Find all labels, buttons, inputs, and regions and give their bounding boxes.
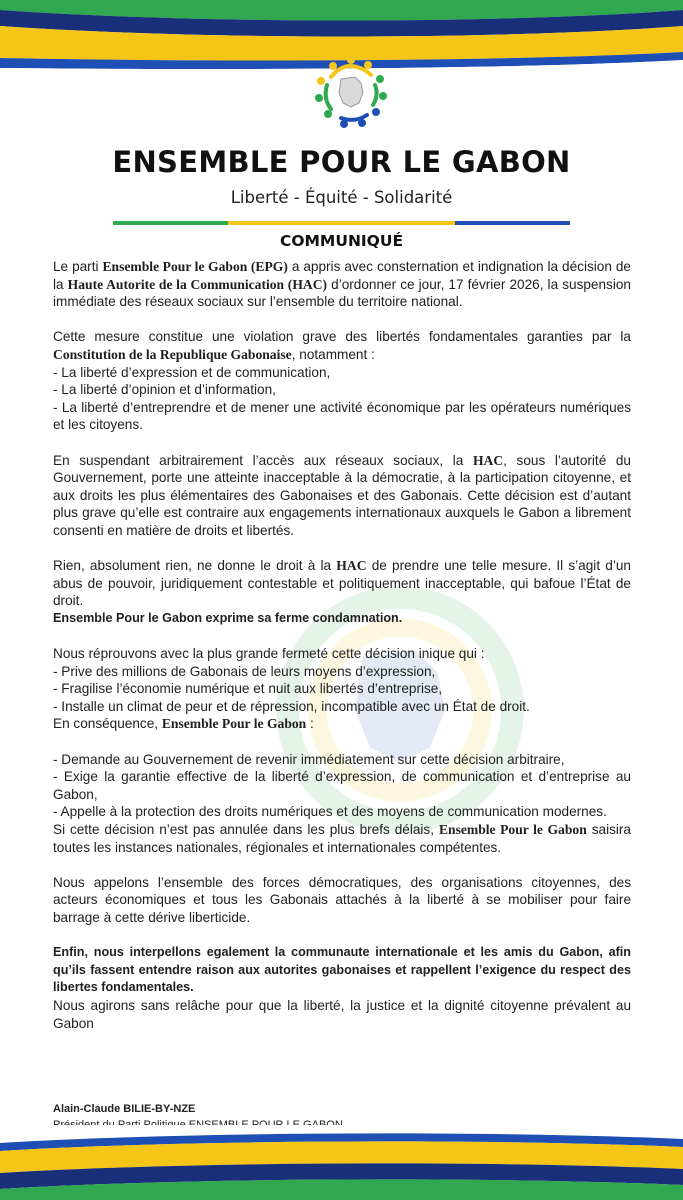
paragraph-4: Rien, absolument rien, ne donne le droit à la HAC de prendre une telle mesure. Il s’agit d’un abus de pouvoir, juridiquement contestable et politiquement inacceptable, qui bafoue l’État de droit. bbox=[53, 558, 631, 609]
spacer bbox=[53, 311, 631, 329]
consequence-line: En conséquence, Ensemble Pour le Gabon : bbox=[53, 716, 314, 732]
spacer bbox=[53, 733, 631, 751]
document-title: COMMUNIQUÉ bbox=[279, 232, 404, 250]
condemnation-statement: Ensemble Pour le Gabon exprime sa ferme condamnation. bbox=[53, 610, 403, 625]
communique-body bbox=[53, 258, 631, 1032]
spacer bbox=[53, 540, 631, 558]
paragraph-8-bold: Enfin, nous interpellons egalement la communaute internationale et les amis du Gabon, afin qu’ils fassent entendre raison aux autorites gabonaises et rappellent l’exigence du respect des libertes fondamentales. bbox=[53, 945, 631, 995]
paragraph-6: Si cette décision n’est pas annulée dans les plus brefs délais, Ensemble Pour le Gabon saisira toutes les instances nationales, régionales et internationales compétentes. bbox=[53, 822, 631, 855]
paragraph-5-intro: Nous réprouvons avec la plus grande fermeté cette décision inique qui : bbox=[53, 646, 485, 662]
paragraph-1: Le parti Ensemble Pour le Gabon (EPG) a appris avec consternation et indignation la décision de la Haute Autorite de la Communication (HAC) d’ordonner ce jour, 17 février 2026, la suspension immédiate des réseaux sociaux sur l’ensemble du territoire national. bbox=[53, 259, 631, 310]
organization-name: ENSEMBLE POUR LE GABON bbox=[112, 145, 571, 179]
divider-green bbox=[113, 221, 228, 225]
divider-yellow bbox=[228, 221, 455, 225]
paragraph-2: Cette mesure constitue une violation grave des libertés fondamentales garanties par la Constitution de la Republique Gabonaise, notamment : bbox=[53, 329, 631, 362]
list-item: - Fragilise l’économie numérique et nuit aux libertés d’entreprise, bbox=[53, 681, 443, 697]
list-item: - Exige la garantie effective de la liberté d’expression, de communication et d’entreprise au Gabon, bbox=[53, 769, 631, 802]
divider-blue bbox=[455, 221, 570, 225]
spacer bbox=[53, 627, 631, 645]
list-item: - Appelle à la protection des droits numériques et des moyens de communication modernes. bbox=[53, 804, 607, 820]
list-item: - Installe un climat de peur et de répression, incompatible avec un État de droit. bbox=[53, 698, 530, 714]
list-item: - La liberté d’entreprendre et de mener une activité économique par les opérateurs numériques et les citoyens. bbox=[53, 399, 631, 433]
paragraph-7: Nous appelons l’ensemble des forces démocratiques, des organisations citoyennes, des acteurs économiques et tous les Gabonais attachés à la liberté à se mobiliser pour faire barrage à cette dérive liberticide. bbox=[53, 874, 631, 925]
motto: Liberté - Équité - Solidarité bbox=[230, 188, 453, 207]
list-item: - La liberté d’expression et de communication, bbox=[53, 364, 331, 380]
tricolor-divider bbox=[113, 221, 570, 225]
list-item: - Demande au Gouvernement de revenir immédiatement sur cette décision arbitraire, bbox=[53, 751, 565, 767]
list-item: - La liberté d’opinion et d’information, bbox=[53, 382, 276, 398]
spacer bbox=[53, 434, 631, 452]
logo-map-shape bbox=[339, 77, 363, 107]
spacer bbox=[53, 856, 631, 874]
bottom-decorative-band bbox=[0, 1125, 683, 1200]
signatory-name: Alain-Claude BILIE-BY-NZE bbox=[53, 1103, 196, 1115]
paragraph-3: En suspendant arbitrairement l’accès aux réseaux sociaux, la HAC, sous l’autorité du Gouvernement, porte une atteinte inacceptable à la démocratie, à la participation citoyenne, et aux droits les plus élémentaires des Gabonaises et des Gabonais. Cette décision est d’autant plus grave qu’elle est contraire aux engagements internationaux auxquels le Gabon a librement consenti en matière de droits et libertés. bbox=[53, 452, 631, 538]
paragraph-8: Nous agirons sans relâche pour que la liberté, la justice et la dignité citoyenne prévalent au Gabon bbox=[53, 997, 631, 1031]
spacer bbox=[53, 927, 631, 945]
party-logo-icon bbox=[311, 53, 391, 133]
list-item: - Prive des millions de Gabonais de leurs moyens d’expression, bbox=[53, 663, 436, 679]
